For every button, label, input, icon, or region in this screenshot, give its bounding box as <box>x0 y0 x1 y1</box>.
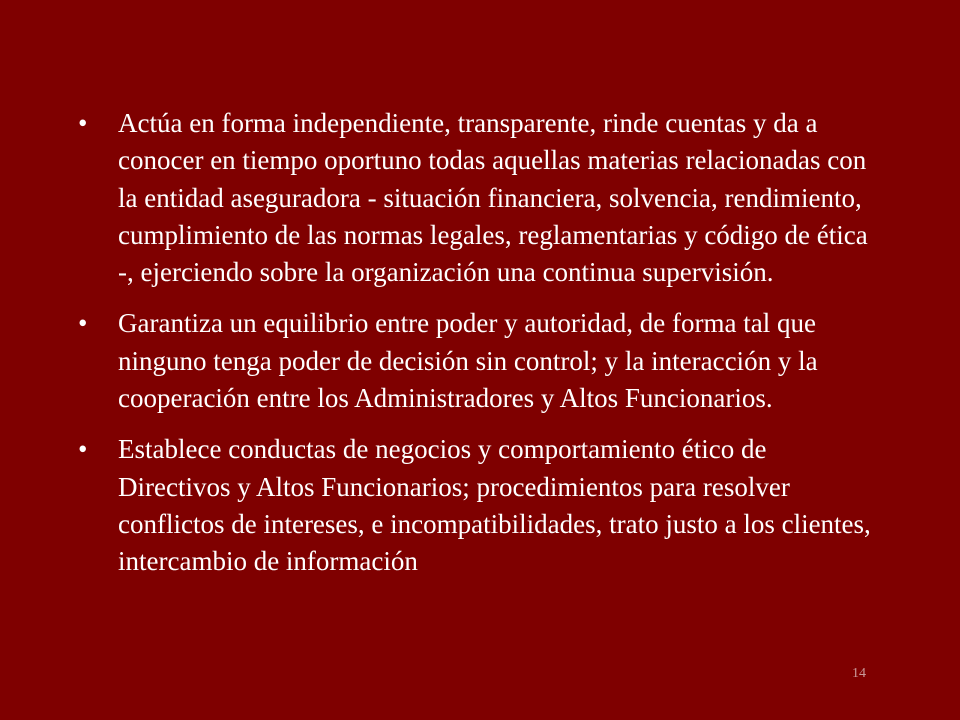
bullet-item <box>78 305 878 417</box>
bullet-text: Establece conductas de negocios y comportamiento ético de Directivos y Altos Funcionarios; procedimientos para resolver conflictos de intereses, e incompatibilidades, trato justo a los clientes, intercambio de información <box>118 434 871 577</box>
bullet-marker: • <box>78 308 88 339</box>
page-number: 14 <box>852 666 866 681</box>
bullet-text: Actúa en forma independiente, transparente, rinde cuentas y da a conocer en tiempo oportuno todas aquellas materias relacionadas con la entidad aseguradora - situación financiera, solvencia, rendimiento, cumplimiento de las normas legales, reglamentarias y código de ética -, ejerciendo sobre la organización una continua supervisión. <box>118 108 868 288</box>
bullet-marker: • <box>78 434 88 465</box>
bullet-list <box>78 105 878 595</box>
bullet-text: Garantiza un equilibrio entre poder y autoridad, de forma tal que ninguno tenga poder de decisión sin control; y la interacción y la cooperación entre los Administradores y Altos Funcionarios. <box>118 308 818 414</box>
bullet-marker: • <box>78 108 88 138</box>
bullet-item <box>78 431 878 580</box>
bullet-item <box>78 105 878 291</box>
